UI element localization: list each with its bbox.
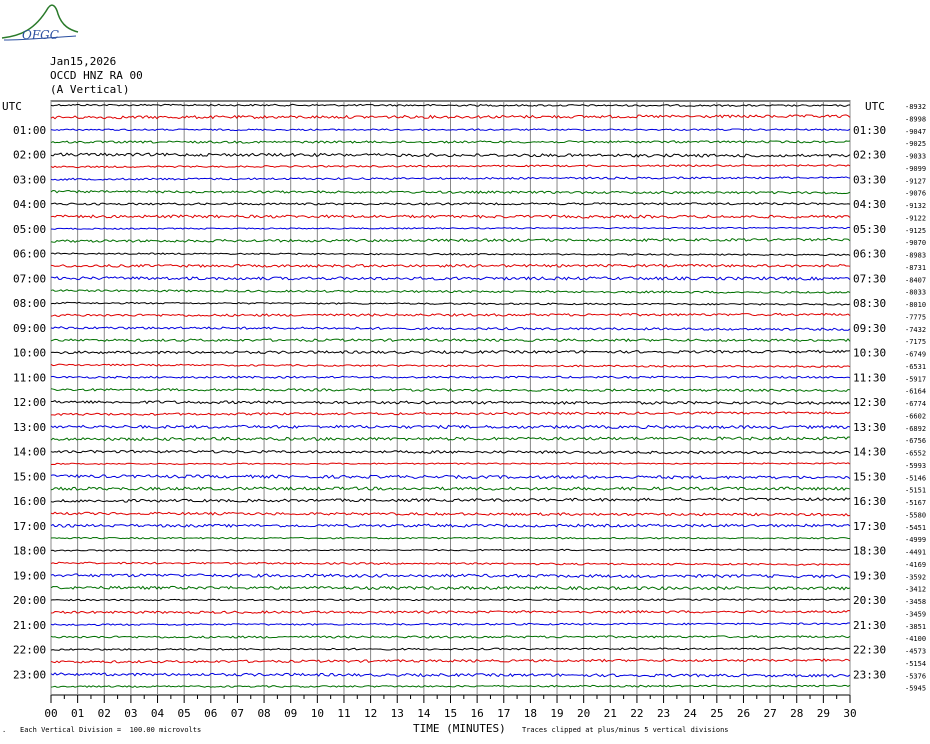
hour-label-right: 15:30	[853, 470, 887, 484]
hour-label-right: 12:30	[853, 396, 887, 409]
trace-offset-label: -8998	[905, 115, 927, 124]
trace-offset-label: -6892	[905, 424, 927, 433]
trace-offset-label: -5151	[905, 486, 927, 495]
x-tick-label: 15	[443, 707, 458, 720]
hour-label-left: 14:00	[13, 445, 47, 459]
trace-offset-label: -9132	[905, 202, 927, 210]
x-tick-label: 10	[310, 707, 324, 720]
hour-label-right: 19:30	[853, 569, 887, 583]
trace-offset-label: -6552	[905, 449, 927, 458]
x-tick-label: 16	[470, 707, 484, 720]
hour-label-left: 17:00	[13, 519, 47, 533]
trace-offset-label: -4491	[905, 548, 927, 557]
trace-offset-label: -3851	[905, 622, 927, 631]
hour-label-left: 19:00	[13, 569, 47, 583]
x-tick-label: 20	[577, 707, 591, 720]
hour-label-left: 08:00	[13, 297, 47, 310]
x-tick-label: 29	[816, 707, 830, 720]
hour-label-right: 03:30	[853, 173, 887, 187]
trace-offset-label: -5146	[905, 474, 927, 483]
hour-label-left: 23:00	[13, 668, 47, 682]
x-tick-label: 14	[417, 707, 431, 720]
hour-label-right: 07:30	[853, 272, 887, 286]
x-tick-label: 18	[523, 707, 538, 720]
hour-label-right: 13:30	[853, 420, 887, 434]
x-tick-label: 00	[44, 707, 58, 720]
trace-offset-label: -3459	[905, 610, 927, 619]
trace-offset-label: -8932	[905, 103, 927, 111]
trace-offset-label: -9047	[905, 127, 927, 136]
x-tick-label: 01	[71, 707, 85, 720]
hour-label-left: 07:00	[13, 272, 47, 286]
x-axis-label: TIME (MINUTES)	[413, 722, 506, 735]
trace-offset-label: -4100	[905, 635, 927, 644]
hour-label-left: 20:00	[13, 594, 47, 607]
hour-label-left: 15:00	[13, 470, 47, 484]
hour-label-right: 14:30	[853, 445, 887, 459]
trace-offset-label: -6756	[905, 437, 927, 446]
hour-label-left: 12:00	[13, 396, 47, 409]
trace-offset-label: -9070	[905, 239, 927, 248]
x-tick-label: 24	[683, 707, 697, 720]
utc-label-left: UTC	[2, 100, 22, 113]
trace-offset-label: -8010	[905, 301, 927, 309]
x-tick-label: 06	[204, 707, 218, 720]
x-tick-label: 27	[763, 707, 777, 720]
trace-offset-label: -8407	[905, 276, 927, 285]
trace-offset-label: -9127	[905, 177, 927, 186]
trace-offset-label: -5154	[905, 659, 927, 668]
hour-label-left: 01:00	[13, 123, 47, 137]
x-tick-label: 19	[550, 707, 564, 720]
x-tick-label: 05	[177, 707, 191, 720]
trace-offset-label: -9033	[905, 152, 927, 161]
trace-offset-label: -9099	[905, 164, 927, 173]
x-tick-label: 30	[843, 707, 857, 720]
hour-label-right: 01:30	[853, 123, 887, 137]
station-code: OCCD HNZ RA 00	[50, 69, 143, 82]
svg-text:OFGC: OFGC	[22, 28, 59, 42]
x-tick-label: 26	[736, 707, 751, 720]
hour-label-left: 11:00	[13, 371, 47, 385]
trace-offset-label: -5376	[905, 672, 927, 681]
trace-offset-label: -6749	[905, 350, 927, 359]
x-tick-label: 11	[337, 707, 351, 720]
x-tick-label: 17	[497, 707, 511, 720]
trace-offset-label: -9025	[905, 140, 927, 149]
trace-offset-label: -5167	[905, 499, 927, 507]
hour-label-left: 18:00	[13, 544, 47, 558]
x-tick-label: 13	[390, 707, 404, 720]
x-tick-label: 08	[257, 707, 271, 720]
hour-label-right: 02:30	[853, 148, 887, 162]
trace-offset-label: -3592	[905, 573, 927, 582]
trace-offset-label: -7775	[905, 313, 927, 322]
hour-label-left: 05:00	[13, 222, 47, 236]
trace-offset-label: -6164	[905, 387, 927, 396]
x-tick-label: 25	[710, 707, 724, 720]
hour-label-left: 04:00	[13, 198, 47, 211]
x-tick-label: 04	[150, 707, 165, 720]
trace-offset-label: -4999	[905, 536, 927, 545]
x-tick-label: 07	[230, 707, 245, 720]
trace-offset-label: -8731	[905, 263, 927, 272]
vertical-division-note: Each Vertical Division = 100.00 microvolts	[20, 726, 202, 734]
x-tick-label: 21	[603, 707, 617, 720]
trace-offset-label: -9076	[905, 189, 927, 198]
trace-offset-label: -7175	[905, 338, 927, 347]
x-tick-label: 22	[630, 707, 644, 720]
hour-label-right: 23:30	[853, 668, 887, 682]
hour-label-left: 06:00	[13, 247, 47, 261]
hour-label-right: 18:30	[853, 544, 887, 558]
hour-label-right: 04:30	[853, 198, 887, 211]
trace-offset-label: -9125	[905, 226, 927, 235]
hour-label-left: 16:00	[13, 495, 47, 508]
x-tick-label: 09	[284, 707, 298, 720]
hour-label-right: 17:30	[853, 519, 887, 533]
x-tick-label: 02	[97, 707, 111, 720]
hour-label-right: 16:30	[853, 495, 887, 508]
hour-label-left: 21:00	[13, 618, 47, 632]
utc-label-right: UTC	[865, 100, 885, 113]
hour-label-right: 10:30	[853, 346, 887, 360]
trace-offset-label: -8033	[905, 288, 927, 297]
hour-label-left: 10:00	[13, 346, 47, 360]
component-label: (A Vertical)	[50, 83, 130, 96]
clip-note: Traces clipped at plus/minus 5 vertical divisions	[522, 726, 729, 734]
trace-offset-label: -3412	[905, 585, 927, 594]
trace-offset-label: -5451	[905, 523, 927, 532]
hour-label-left: 02:00	[13, 148, 47, 162]
trace-offset-label: -4573	[905, 647, 927, 656]
hour-label-right: 09:30	[853, 321, 887, 335]
x-tick-label: 03	[124, 707, 138, 720]
hour-label-right: 21:30	[853, 618, 887, 632]
x-tick-label: 28	[790, 707, 804, 720]
hour-label-left: 09:00	[13, 321, 47, 335]
trace-offset-label: -9122	[905, 214, 927, 223]
hour-label-right: 11:30	[853, 371, 887, 385]
x-tick-label: 23	[656, 707, 671, 720]
hour-label-right: 05:30	[853, 222, 887, 236]
hour-label-right: 08:30	[853, 297, 887, 310]
hour-label-right: 20:30	[853, 594, 887, 607]
trace-offset-label: -6774	[905, 400, 927, 408]
hour-label-left: 22:00	[13, 643, 47, 657]
hour-label-right: 06:30	[853, 247, 887, 261]
trace-offset-label: -8983	[905, 251, 927, 260]
hour-label-left: 03:00	[13, 173, 47, 187]
trace-offset-label: -6531	[905, 362, 927, 371]
trace-offset-label: -5917	[905, 375, 927, 384]
trace-offset-label: -6602	[905, 412, 927, 421]
hour-label-right: 22:30	[853, 643, 887, 657]
trace-offset-label: -5945	[905, 684, 927, 693]
x-tick-label: 12	[363, 707, 378, 720]
record-date: Jan15,2026	[50, 55, 117, 68]
trace-offset-label: -7432	[905, 325, 927, 334]
footer-mark: .	[2, 726, 7, 734]
trace-offset-label: -4169	[905, 560, 927, 569]
trace-offset-label: -3458	[905, 598, 927, 606]
hour-label-left: 13:00	[13, 420, 47, 434]
trace-offset-label: -5993	[905, 461, 927, 470]
trace-offset-label: -5580	[905, 511, 927, 520]
